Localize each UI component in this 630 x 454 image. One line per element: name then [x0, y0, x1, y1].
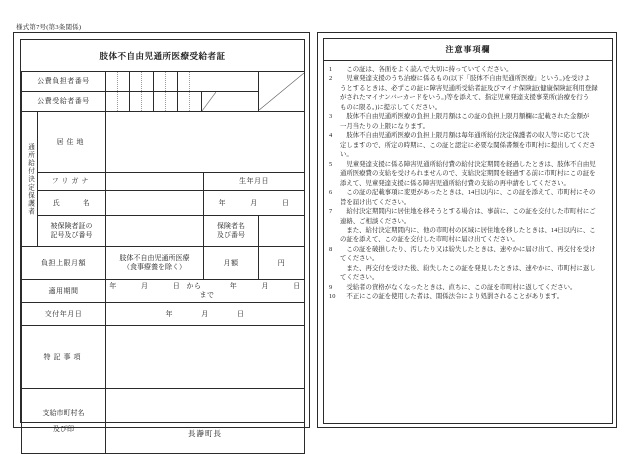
monthly-amount-label: 月額: [204, 247, 259, 280]
note-number: 6: [329, 189, 333, 197]
furigana-label: フリガナ: [38, 173, 106, 191]
note-item: [329, 112, 607, 131]
note-line: 定しますので、所定の時期に、この証と認定に必要な関係書類を市町村に提出してくださ: [340, 141, 596, 149]
kouhi-futan-label: 公費負担者番号: [22, 72, 106, 92]
certificate-title: 肢体不自由児通所医療受給者証: [99, 51, 226, 61]
note-item: [329, 74, 607, 112]
note-line: 肢体不自由児通所医療の負担上限月額は毎年通所給付決定保護者の収入等に応じて決: [346, 132, 590, 140]
notes-title: 注意事項欄: [324, 39, 612, 61]
period-from-day: 日: [172, 282, 181, 291]
note-item: [329, 207, 607, 245]
medical-type-line1: 肢体不自由児通所医療: [119, 254, 190, 263]
note-text: [340, 245, 607, 283]
form-number: 様式第7号(第3条関係): [16, 24, 82, 31]
note-line-extra: また、給付決定期間内に、他の市町村の区域に居住地を移したときは、14日以内に、こ: [346, 226, 596, 234]
note-line: 添えて、児童発達支援に係る障害児通所給付費の支給の再申請をしてください。: [340, 179, 570, 187]
issue-month: 月: [201, 309, 209, 318]
name-label: 氏 名: [38, 191, 106, 216]
municipality-label-line1: 支給市町村名: [42, 408, 85, 417]
note-number: 10: [329, 293, 336, 301]
medical-type-label: [106, 247, 204, 280]
mayor-name: 長瀞町長: [188, 429, 222, 439]
certificate-inner-border: [20, 39, 305, 439]
medical-type-line2: （食事療養を除く）: [123, 263, 186, 271]
insurer-name-value[interactable]: [259, 216, 305, 247]
note-text: [340, 112, 607, 131]
period-to-day: 日: [293, 282, 301, 291]
notes-panel: [317, 32, 617, 428]
birth-day-label: 日: [282, 198, 290, 207]
table-row: [22, 280, 305, 303]
note-text: [340, 65, 607, 74]
note-number: 8: [329, 245, 333, 253]
residence-value[interactable]: [106, 112, 305, 173]
note-item: [329, 188, 607, 207]
note-number: 2: [329, 75, 333, 83]
note-line: ものに限る。)に提示してください。: [340, 103, 442, 111]
note-text: [340, 207, 607, 245]
issue-date-label: 交付年月日: [22, 303, 106, 326]
note-number: 5: [329, 160, 333, 168]
birth-month-label: 月: [250, 198, 258, 207]
note-line: この証は、各面をよく読んで大切に持っていてください。: [346, 66, 513, 73]
insurer-name-label: [204, 216, 259, 247]
note-number: 1: [329, 66, 333, 73]
issue-date-value[interactable]: [106, 303, 305, 326]
period-to-month: 月: [261, 282, 269, 291]
note-text: [340, 74, 607, 112]
note-line: 連絡、ご相談ください。: [340, 217, 411, 225]
period-from-suffix: から: [186, 282, 202, 291]
note-line: 肢体不自由児通所医療の負担上限月額はこの証の負担上限月額欄に記載された金額が: [346, 113, 590, 121]
note-text: [340, 188, 607, 207]
table-row: [22, 303, 305, 326]
insurance-symbol-label-line1: 被保険者証の: [50, 222, 93, 231]
note-item: [329, 245, 607, 283]
note-text: [340, 283, 607, 292]
burden-limit-label: 負担上限月額: [22, 247, 106, 280]
note-line: 通所医療費の支給を受けられませんので、支給決定期間を経過する前に市町村にこの証を: [340, 170, 596, 178]
insurer-name-label-line2: 及び番号: [217, 231, 245, 239]
kouhi-futan-digits[interactable]: [106, 72, 259, 92]
insurance-symbol-label-line2: 記号及び番号: [50, 231, 93, 239]
period-from-year: 年: [109, 282, 117, 291]
note-line: この証の記載事項に変更があったときは、14日以内に、この証を添えて、市町村にその: [346, 189, 596, 197]
period-from-month: 月: [141, 282, 149, 291]
period-to-year: 年: [229, 282, 238, 291]
note-line: 旨を届け出てください。: [340, 198, 411, 206]
note-item: [329, 131, 607, 159]
note-text: [340, 160, 607, 188]
kouhi-jukyu-label: 公費受給者番号: [22, 92, 106, 112]
note-text: [340, 131, 607, 159]
note-line: 一月当たりの上限になります。: [340, 122, 429, 130]
note-number: 4: [329, 132, 333, 140]
note-item: [329, 65, 607, 74]
note-line: この証を破損したり、汚したり又は紛失したときは、速やかに届け出て、再交付を受け: [346, 245, 596, 253]
table-row: [22, 247, 305, 280]
note-text: [340, 292, 607, 301]
period-to-suffix: まで: [199, 291, 215, 299]
notes-inner-border: [323, 38, 613, 424]
note-item: [329, 292, 607, 301]
note-line: うとするときは、必ずこの証に障害児通所受給者証及びマイナ保険証(健康保険証利用登録: [340, 84, 598, 92]
birth-year-label: 年: [218, 198, 226, 207]
application-period-value[interactable]: [106, 280, 305, 303]
guardian-vertical-label: 通所給付決定保護者: [26, 142, 34, 216]
kouhi-jukyu-digits[interactable]: [106, 92, 259, 112]
residence-label: 居住地: [38, 112, 106, 173]
insurance-symbol-label: [38, 216, 106, 247]
note-line: てください。: [340, 255, 379, 263]
note-item: [329, 283, 607, 292]
note-line-extra: また、再交付を受けた後、紛失したこの証を発見したときは、速やかに、市町村に返し: [346, 264, 596, 272]
note-line: い。: [340, 151, 353, 159]
application-period-label: 適用期間: [22, 280, 106, 303]
insurer-name-label-line1: 保険者名: [217, 222, 245, 231]
certificate-table: [21, 71, 305, 454]
note-line: 児童発達支援に係る障害児通所給付費の給付決定期間を経過したときは、肢体不自由児: [346, 160, 596, 168]
name-value[interactable]: [106, 191, 204, 216]
table-row: [22, 72, 305, 92]
note-line: 受給者の資格がなくなったときは、直ちに、この証を市町村に返してください。: [346, 283, 577, 291]
note-line: 給付決定期間内に居住地を移そうとする場合は、事前に、この証を交付した市町村にご: [346, 208, 596, 216]
table-row: [22, 112, 305, 173]
table-row: [22, 326, 305, 389]
table-row: [22, 173, 305, 191]
remarks-value[interactable]: [106, 326, 305, 389]
table-row: [22, 389, 305, 454]
note-line-extra: の証を添えて、この証を交付した市町村に届け出てください。: [340, 236, 519, 244]
municipality-label-line2: 及び印: [53, 424, 74, 433]
furigana-value[interactable]: [106, 173, 204, 191]
note-number: 7: [329, 208, 333, 216]
diagonal-strike-area: [259, 72, 305, 112]
note-number: 9: [329, 283, 333, 291]
guardian-vertical-label-cell: [22, 112, 38, 247]
certificate-panel: [13, 32, 310, 439]
note-line-extra: てください。: [340, 274, 379, 282]
note-line: がされたマイナンバーカードをいう。)等を添えて、指定児童発達支援事業所(治療を行う: [340, 94, 590, 102]
note-line: 児童発達支援のうち治療に係るもの(以下「肢体不自由児通所医療」という。)を受けよ: [346, 75, 591, 83]
birth-date-value[interactable]: [204, 191, 305, 216]
note-line: 不正にこの証を使用した者は、関係法令により処罰されることがあります。: [346, 293, 564, 301]
notes-list: [324, 61, 612, 306]
table-row: [22, 191, 305, 216]
issue-day: 日: [237, 309, 245, 318]
issue-year: 年: [165, 309, 173, 318]
birth-label: 生年月日: [204, 173, 305, 191]
note-number: 3: [329, 113, 333, 121]
note-item: [329, 160, 607, 188]
table-row: [22, 216, 305, 247]
remarks-label: 特記事項: [22, 326, 106, 389]
municipality-value[interactable]: [106, 389, 305, 454]
yen-label: 円: [259, 247, 305, 280]
municipality-label: [22, 389, 106, 454]
insurance-symbol-value[interactable]: [106, 216, 204, 247]
